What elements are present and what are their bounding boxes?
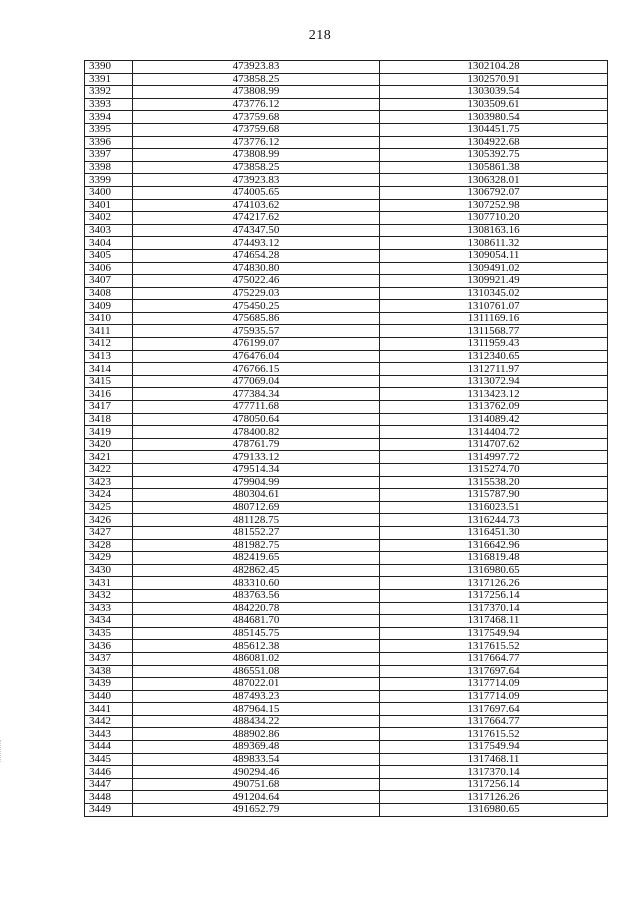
x-coordinate-cell: 473759.68 <box>133 123 380 136</box>
point-number-cell: 3424 <box>85 489 133 502</box>
scan-artifact <box>0 740 13 762</box>
table-row <box>85 186 608 199</box>
table-row <box>85 552 608 565</box>
table-row <box>85 577 608 590</box>
x-coordinate-cell: 473759.68 <box>133 111 380 124</box>
point-number-cell: 3419 <box>85 426 133 439</box>
x-coordinate-cell: 475229.03 <box>133 287 380 300</box>
x-coordinate-cell: 481552.27 <box>133 526 380 539</box>
table-row <box>85 262 608 275</box>
coordinates-table <box>84 60 608 817</box>
table-row <box>85 212 608 225</box>
y-coordinate-cell: 1317714.09 <box>380 690 608 703</box>
table-row <box>85 300 608 313</box>
point-number-cell: 3429 <box>85 552 133 565</box>
x-coordinate-cell: 473808.99 <box>133 149 380 162</box>
table-row <box>85 753 608 766</box>
point-number-cell: 3434 <box>85 615 133 628</box>
table-row <box>85 375 608 388</box>
table-row <box>85 678 608 691</box>
point-number-cell: 3449 <box>85 804 133 817</box>
point-number-cell: 3441 <box>85 703 133 716</box>
x-coordinate-cell: 479514.34 <box>133 464 380 477</box>
x-coordinate-cell: 474005.65 <box>133 186 380 199</box>
x-coordinate-cell: 489833.54 <box>133 753 380 766</box>
y-coordinate-cell: 1317370.14 <box>380 766 608 779</box>
point-number-cell: 3407 <box>85 275 133 288</box>
y-coordinate-cell: 1310345.02 <box>380 287 608 300</box>
x-coordinate-cell: 473808.99 <box>133 86 380 99</box>
x-coordinate-cell: 484220.78 <box>133 602 380 615</box>
point-number-cell: 3398 <box>85 161 133 174</box>
y-coordinate-cell: 1316244.73 <box>380 514 608 527</box>
table-row <box>85 703 608 716</box>
table-row <box>85 275 608 288</box>
coordinates-table-body <box>85 61 608 817</box>
y-coordinate-cell: 1316023.51 <box>380 501 608 514</box>
point-number-cell: 3409 <box>85 300 133 313</box>
point-number-cell: 3410 <box>85 312 133 325</box>
y-coordinate-cell: 1316819.48 <box>380 552 608 565</box>
table-row <box>85 778 608 791</box>
point-number-cell: 3394 <box>85 111 133 124</box>
x-coordinate-cell: 479133.12 <box>133 451 380 464</box>
table-row <box>85 98 608 111</box>
x-coordinate-cell: 487964.15 <box>133 703 380 716</box>
x-coordinate-cell: 474493.12 <box>133 237 380 250</box>
table-row <box>85 526 608 539</box>
table-row <box>85 564 608 577</box>
point-number-cell: 3392 <box>85 86 133 99</box>
y-coordinate-cell: 1316642.96 <box>380 539 608 552</box>
table-row <box>85 413 608 426</box>
x-coordinate-cell: 475022.46 <box>133 275 380 288</box>
x-coordinate-cell: 473923.83 <box>133 61 380 74</box>
point-number-cell: 3420 <box>85 438 133 451</box>
point-number-cell: 3393 <box>85 98 133 111</box>
y-coordinate-cell: 1305861.38 <box>380 161 608 174</box>
y-coordinate-cell: 1317468.11 <box>380 615 608 628</box>
point-number-cell: 3430 <box>85 564 133 577</box>
table-row <box>85 174 608 187</box>
point-number-cell: 3412 <box>85 338 133 351</box>
y-coordinate-cell: 1308611.32 <box>380 237 608 250</box>
y-coordinate-cell: 1312340.65 <box>380 350 608 363</box>
point-number-cell: 3400 <box>85 186 133 199</box>
y-coordinate-cell: 1315787.90 <box>380 489 608 502</box>
point-number-cell: 3433 <box>85 602 133 615</box>
point-number-cell: 3426 <box>85 514 133 527</box>
point-number-cell: 3446 <box>85 766 133 779</box>
y-coordinate-cell: 1317714.09 <box>380 678 608 691</box>
point-number-cell: 3435 <box>85 627 133 640</box>
table-row <box>85 451 608 464</box>
point-number-cell: 3390 <box>85 61 133 74</box>
table-row <box>85 766 608 779</box>
x-coordinate-cell: 476476.04 <box>133 350 380 363</box>
y-coordinate-cell: 1311568.77 <box>380 325 608 338</box>
y-coordinate-cell: 1306328.01 <box>380 174 608 187</box>
y-coordinate-cell: 1305392.75 <box>380 149 608 162</box>
point-number-cell: 3402 <box>85 212 133 225</box>
table-row <box>85 149 608 162</box>
table-row <box>85 690 608 703</box>
x-coordinate-cell: 486081.02 <box>133 652 380 665</box>
x-coordinate-cell: 481982.75 <box>133 539 380 552</box>
point-number-cell: 3432 <box>85 589 133 602</box>
x-coordinate-cell: 474217.62 <box>133 212 380 225</box>
table-row <box>85 199 608 212</box>
table-row <box>85 589 608 602</box>
point-number-cell: 3395 <box>85 123 133 136</box>
table-row <box>85 161 608 174</box>
table-row <box>85 489 608 502</box>
x-coordinate-cell: 474830.80 <box>133 262 380 275</box>
point-number-cell: 3442 <box>85 715 133 728</box>
table-row <box>85 602 608 615</box>
x-coordinate-cell: 473858.25 <box>133 161 380 174</box>
x-coordinate-cell: 474654.28 <box>133 249 380 262</box>
y-coordinate-cell: 1313423.12 <box>380 388 608 401</box>
x-coordinate-cell: 473776.12 <box>133 136 380 149</box>
y-coordinate-cell: 1317549.94 <box>380 627 608 640</box>
table-row <box>85 665 608 678</box>
y-coordinate-cell: 1307252.98 <box>380 199 608 212</box>
x-coordinate-cell: 481128.75 <box>133 514 380 527</box>
y-coordinate-cell: 1302570.91 <box>380 73 608 86</box>
y-coordinate-cell: 1314997.72 <box>380 451 608 464</box>
table-row <box>85 426 608 439</box>
point-number-cell: 3406 <box>85 262 133 275</box>
point-number-cell: 3397 <box>85 149 133 162</box>
table-row <box>85 249 608 262</box>
y-coordinate-cell: 1316980.65 <box>380 564 608 577</box>
table-row <box>85 539 608 552</box>
point-number-cell: 3417 <box>85 401 133 414</box>
x-coordinate-cell: 478761.79 <box>133 438 380 451</box>
table-row <box>85 86 608 99</box>
point-number-cell: 3415 <box>85 375 133 388</box>
x-coordinate-cell: 490294.46 <box>133 766 380 779</box>
table-row <box>85 401 608 414</box>
table-row <box>85 501 608 514</box>
x-coordinate-cell: 473923.83 <box>133 174 380 187</box>
point-number-cell: 3401 <box>85 199 133 212</box>
x-coordinate-cell: 491652.79 <box>133 804 380 817</box>
x-coordinate-cell: 475685.86 <box>133 312 380 325</box>
point-number-cell: 3391 <box>85 73 133 86</box>
point-number-cell: 3396 <box>85 136 133 149</box>
point-number-cell: 3436 <box>85 640 133 653</box>
point-number-cell: 3404 <box>85 237 133 250</box>
x-coordinate-cell: 476199.07 <box>133 338 380 351</box>
point-number-cell: 3428 <box>85 539 133 552</box>
x-coordinate-cell: 484681.70 <box>133 615 380 628</box>
x-coordinate-cell: 482419.65 <box>133 552 380 565</box>
x-coordinate-cell: 475935.57 <box>133 325 380 338</box>
y-coordinate-cell: 1317126.26 <box>380 791 608 804</box>
y-coordinate-cell: 1317256.14 <box>380 778 608 791</box>
table-row <box>85 388 608 401</box>
y-coordinate-cell: 1309491.02 <box>380 262 608 275</box>
table-row <box>85 350 608 363</box>
point-number-cell: 3418 <box>85 413 133 426</box>
y-coordinate-cell: 1315538.20 <box>380 476 608 489</box>
table-row <box>85 741 608 754</box>
y-coordinate-cell: 1302104.28 <box>380 61 608 74</box>
table-row <box>85 123 608 136</box>
y-coordinate-cell: 1304451.75 <box>380 123 608 136</box>
point-number-cell: 3438 <box>85 665 133 678</box>
point-number-cell: 3399 <box>85 174 133 187</box>
y-coordinate-cell: 1303509.61 <box>380 98 608 111</box>
table-row <box>85 791 608 804</box>
y-coordinate-cell: 1311959.43 <box>380 338 608 351</box>
y-coordinate-cell: 1317664.77 <box>380 715 608 728</box>
point-number-cell: 3413 <box>85 350 133 363</box>
table-row <box>85 136 608 149</box>
table-row <box>85 652 608 665</box>
point-number-cell: 3447 <box>85 778 133 791</box>
y-coordinate-cell: 1317664.77 <box>380 652 608 665</box>
point-number-cell: 3408 <box>85 287 133 300</box>
y-coordinate-cell: 1316980.65 <box>380 804 608 817</box>
y-coordinate-cell: 1314089.42 <box>380 413 608 426</box>
table-row <box>85 312 608 325</box>
table-row <box>85 325 608 338</box>
point-number-cell: 3439 <box>85 678 133 691</box>
point-number-cell: 3422 <box>85 464 133 477</box>
table-row <box>85 804 608 817</box>
x-coordinate-cell: 476766.15 <box>133 363 380 376</box>
table-row <box>85 640 608 653</box>
y-coordinate-cell: 1317126.26 <box>380 577 608 590</box>
y-coordinate-cell: 1315274.70 <box>380 464 608 477</box>
y-coordinate-cell: 1308163.16 <box>380 224 608 237</box>
table-row <box>85 476 608 489</box>
y-coordinate-cell: 1316451.30 <box>380 526 608 539</box>
y-coordinate-cell: 1317697.64 <box>380 665 608 678</box>
y-coordinate-cell: 1317615.52 <box>380 728 608 741</box>
y-coordinate-cell: 1314707.62 <box>380 438 608 451</box>
y-coordinate-cell: 1317549.94 <box>380 741 608 754</box>
table-row <box>85 615 608 628</box>
table-row <box>85 61 608 74</box>
x-coordinate-cell: 491204.64 <box>133 791 380 804</box>
x-coordinate-cell: 479904.99 <box>133 476 380 489</box>
x-coordinate-cell: 485145.75 <box>133 627 380 640</box>
x-coordinate-cell: 478050.64 <box>133 413 380 426</box>
y-coordinate-cell: 1307710.20 <box>380 212 608 225</box>
table-row <box>85 224 608 237</box>
y-coordinate-cell: 1317468.11 <box>380 753 608 766</box>
y-coordinate-cell: 1317697.64 <box>380 703 608 716</box>
table-row <box>85 464 608 477</box>
y-coordinate-cell: 1312711.97 <box>380 363 608 376</box>
y-coordinate-cell: 1303980.54 <box>380 111 608 124</box>
point-number-cell: 3445 <box>85 753 133 766</box>
point-number-cell: 3416 <box>85 388 133 401</box>
point-number-cell: 3431 <box>85 577 133 590</box>
point-number-cell: 3411 <box>85 325 133 338</box>
x-coordinate-cell: 478400.82 <box>133 426 380 439</box>
x-coordinate-cell: 483310.60 <box>133 577 380 590</box>
table-row <box>85 728 608 741</box>
table-row <box>85 363 608 376</box>
point-number-cell: 3437 <box>85 652 133 665</box>
y-coordinate-cell: 1311169.16 <box>380 312 608 325</box>
point-number-cell: 3425 <box>85 501 133 514</box>
x-coordinate-cell: 487022.01 <box>133 678 380 691</box>
y-coordinate-cell: 1317256.14 <box>380 589 608 602</box>
y-coordinate-cell: 1313762.09 <box>380 401 608 414</box>
point-number-cell: 3444 <box>85 741 133 754</box>
table-row <box>85 237 608 250</box>
point-number-cell: 3414 <box>85 363 133 376</box>
y-coordinate-cell: 1306792.07 <box>380 186 608 199</box>
x-coordinate-cell: 487493.23 <box>133 690 380 703</box>
point-number-cell: 3423 <box>85 476 133 489</box>
point-number-cell: 3421 <box>85 451 133 464</box>
point-number-cell: 3405 <box>85 249 133 262</box>
point-number-cell: 3440 <box>85 690 133 703</box>
x-coordinate-cell: 489369.48 <box>133 741 380 754</box>
x-coordinate-cell: 486551.08 <box>133 665 380 678</box>
table-row <box>85 438 608 451</box>
x-coordinate-cell: 480712.69 <box>133 501 380 514</box>
table-row <box>85 514 608 527</box>
y-coordinate-cell: 1303039.54 <box>380 86 608 99</box>
page-number: 218 <box>308 28 332 43</box>
x-coordinate-cell: 475450.25 <box>133 300 380 313</box>
y-coordinate-cell: 1304922.68 <box>380 136 608 149</box>
point-number-cell: 3403 <box>85 224 133 237</box>
y-coordinate-cell: 1310761.07 <box>380 300 608 313</box>
y-coordinate-cell: 1317615.52 <box>380 640 608 653</box>
x-coordinate-cell: 477069.04 <box>133 375 380 388</box>
table-row <box>85 715 608 728</box>
table-row <box>85 73 608 86</box>
table-row <box>85 627 608 640</box>
x-coordinate-cell: 488902.86 <box>133 728 380 741</box>
y-coordinate-cell: 1313072.94 <box>380 375 608 388</box>
x-coordinate-cell: 474103.62 <box>133 199 380 212</box>
y-coordinate-cell: 1309921.49 <box>380 275 608 288</box>
x-coordinate-cell: 483763.56 <box>133 589 380 602</box>
point-number-cell: 3427 <box>85 526 133 539</box>
y-coordinate-cell: 1314404.72 <box>380 426 608 439</box>
x-coordinate-cell: 473776.12 <box>133 98 380 111</box>
point-number-cell: 3443 <box>85 728 133 741</box>
x-coordinate-cell: 482862.45 <box>133 564 380 577</box>
x-coordinate-cell: 477711.68 <box>133 401 380 414</box>
point-number-cell: 3448 <box>85 791 133 804</box>
x-coordinate-cell: 488434.22 <box>133 715 380 728</box>
x-coordinate-cell: 474347.50 <box>133 224 380 237</box>
x-coordinate-cell: 490751.68 <box>133 778 380 791</box>
table-row <box>85 287 608 300</box>
table-row <box>85 111 608 124</box>
y-coordinate-cell: 1317370.14 <box>380 602 608 615</box>
x-coordinate-cell: 477384.34 <box>133 388 380 401</box>
table-row <box>85 338 608 351</box>
x-coordinate-cell: 473858.25 <box>133 73 380 86</box>
x-coordinate-cell: 485612.38 <box>133 640 380 653</box>
y-coordinate-cell: 1309054.11 <box>380 249 608 262</box>
x-coordinate-cell: 480304.61 <box>133 489 380 502</box>
